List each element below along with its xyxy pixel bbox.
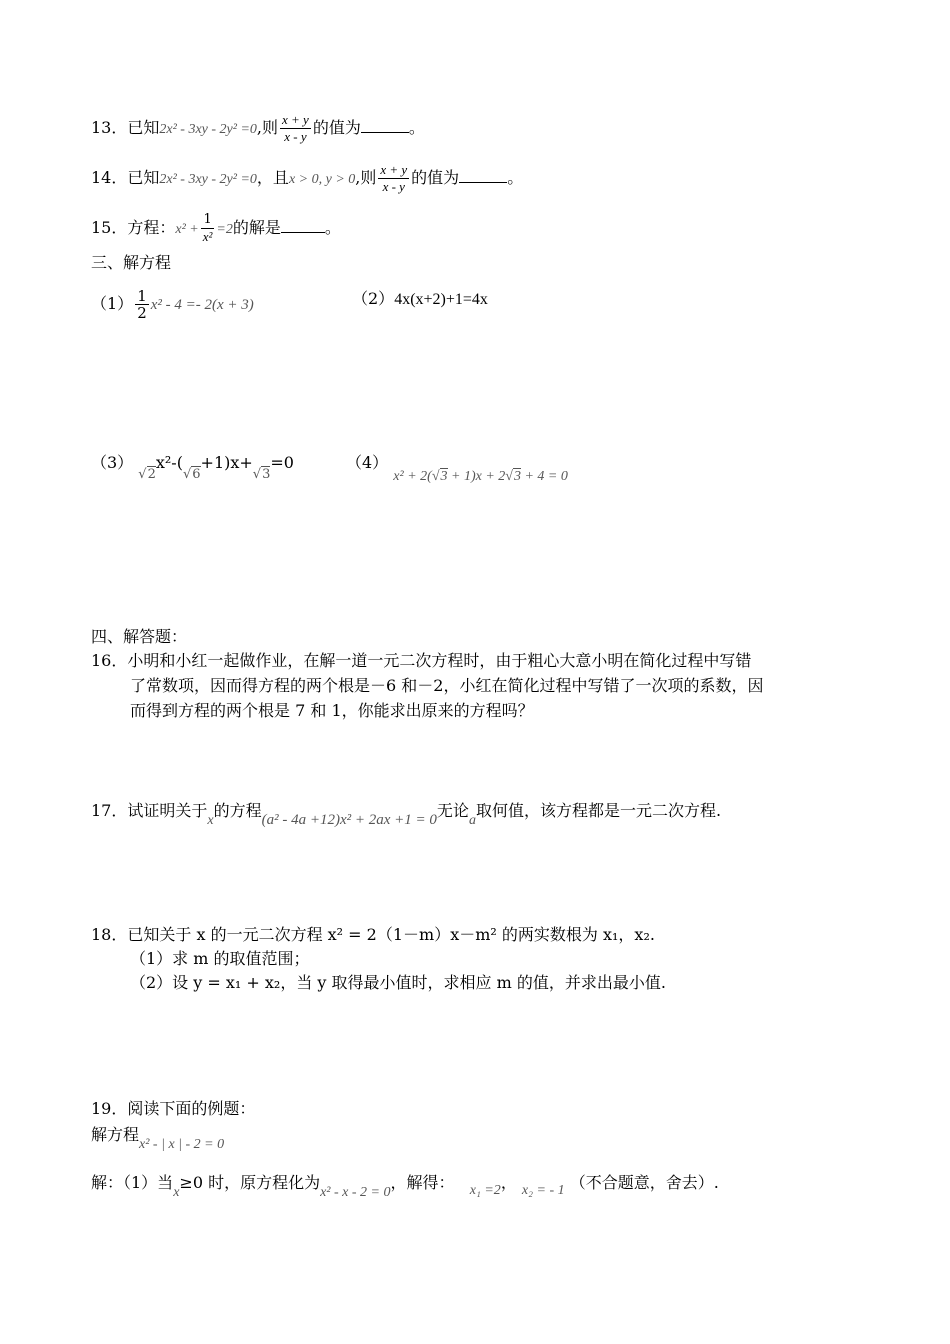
sqrt-term: √2: [138, 467, 156, 482]
denominator: x²: [202, 229, 213, 244]
text: ，解得：: [390, 1173, 455, 1192]
variable: x: [207, 813, 214, 828]
equation: x² - x - 2 = 0: [320, 1185, 391, 1200]
question-19: [91, 1098, 255, 1120]
radicand: 3: [513, 469, 521, 484]
problem-label: （4）: [346, 453, 389, 472]
text: 。: [324, 218, 341, 237]
radicand: 3: [262, 467, 271, 482]
question-number: 19．: [91, 1099, 128, 1118]
problem-1: [91, 288, 254, 321]
problem-2: [352, 288, 488, 311]
equation: 2x² - 3xy - 2y² =0: [159, 122, 257, 137]
variable: x: [173, 1185, 180, 1200]
condition: x > 0, y > 0: [288, 172, 356, 187]
text: ,则: [355, 168, 377, 187]
radicand: 2: [147, 467, 156, 482]
fraction: [201, 212, 215, 245]
problem-label: （2）: [352, 289, 395, 308]
equation-part: + 4 = 0: [520, 469, 568, 484]
numerator: x + y: [282, 112, 309, 127]
equation-part: +1)x+: [200, 453, 253, 472]
text: 试证明关于: [127, 801, 208, 820]
equation-part: x²-(: [155, 453, 183, 472]
problem-4: [346, 452, 568, 484]
sqrt-term: √6: [182, 467, 201, 482]
radicand: 3: [440, 469, 448, 484]
problem-3: [91, 452, 294, 482]
answer-blank[interactable]: [361, 118, 409, 133]
question-number: 16．: [91, 651, 128, 670]
text-line: 小明和小红一起做作业，在解一道一元二次方程时，由于粗心大意小明在简化过程中写错: [127, 651, 752, 670]
numerator: 1: [137, 287, 147, 305]
equation-part: x² +: [175, 222, 199, 237]
text: 无论: [436, 801, 469, 820]
denominator: 2: [137, 304, 147, 322]
answer-blank[interactable]: [281, 218, 325, 233]
problem-label: （1）: [91, 294, 134, 313]
root-2: x₂ = - 1: [521, 1183, 565, 1198]
question-18-part-1: （1）求 m 的取值范围；: [130, 949, 310, 968]
text: 方程：: [127, 218, 176, 237]
equation-part: + 1)x + 2: [447, 469, 506, 484]
text-line: 已知关于 x 的一元二次方程 x² = 2（1－m）x－m² 的两实数根为 x₁，x₂.: [127, 925, 655, 944]
question-18-part-2: （2）设 y = x₁ + x₂，当 y 取得最小值时，求相应 m 的值，并求出最小值.: [130, 973, 666, 992]
question-16: [91, 650, 751, 672]
text: 的解是: [232, 218, 281, 237]
question-number: 17．: [91, 801, 128, 820]
equation: (a² - 4a +12)x² + 2ax +1 = 0: [261, 812, 437, 828]
root-1: x₁ =2: [469, 1183, 501, 1198]
text: 的值为: [312, 118, 361, 137]
text: 已知: [127, 168, 160, 187]
radicand: 6: [192, 467, 201, 482]
question-number: 18．: [91, 925, 128, 944]
equation-part: =0: [270, 453, 294, 472]
answer-blank[interactable]: [459, 168, 507, 183]
text: ，且: [256, 168, 289, 187]
question-number: 14．: [91, 168, 128, 187]
fraction: [378, 162, 409, 195]
section-heading: 四、解答题：: [91, 627, 188, 646]
equation-part: =2: [216, 222, 233, 237]
text: ≥0 时，原方程化为: [179, 1173, 321, 1192]
question-13: [91, 112, 425, 145]
question-15: [91, 212, 341, 245]
question-number: 13．: [91, 118, 128, 137]
question-number: 15．: [91, 218, 128, 237]
text: 取何值，该方程都是一元二次方程.: [475, 801, 722, 820]
equation: 2x² - 3xy - 2y² =0: [159, 172, 257, 187]
numerator: 1: [201, 212, 215, 229]
numerator: x + y: [380, 162, 408, 177]
text: 阅读下面的例题：: [127, 1099, 256, 1118]
section-heading: 三、解方程: [91, 253, 172, 272]
denominator: x - y: [284, 129, 307, 144]
problem-label: （3）: [91, 453, 134, 472]
denominator: x - y: [382, 179, 405, 194]
text: 解：（1）当: [91, 1173, 174, 1192]
text: 的值为: [411, 168, 460, 187]
question-19-solution: [91, 1172, 719, 1200]
variable: a: [468, 813, 476, 828]
equation: x² - 4 =- 2(x + 3): [150, 297, 254, 313]
text: ,则: [256, 118, 279, 137]
text: 的方程: [213, 801, 262, 820]
sqrt-term: √3: [252, 467, 271, 482]
text: ，: [500, 1173, 517, 1192]
equation: x² + 2(√3 + 1)x + 2√3 + 4 = 0: [393, 469, 568, 484]
fraction: [280, 112, 311, 145]
question-16-line-3: 而得到方程的两个根是 7 和 1，你能求出原来的方程吗？: [130, 701, 534, 720]
question-17: [91, 800, 722, 828]
text: 已知: [127, 118, 160, 137]
text: （不合题意，舍去）.: [569, 1173, 719, 1192]
question-16-line-2: 了常数项，因而得方程的两个根是－6 和－2，小红在简化过程中写错了一次项的系数，因: [130, 676, 764, 695]
equation-part: x² + 2(: [393, 469, 432, 484]
question-14: [91, 162, 523, 195]
text: 。: [408, 118, 425, 137]
question-19-equation-line: [91, 1124, 225, 1152]
text: 。: [507, 168, 524, 187]
text: 解方程: [91, 1125, 140, 1144]
equation: 4x(x+2)+1=4x: [394, 291, 488, 308]
question-18: [91, 924, 655, 946]
fraction: [135, 288, 149, 321]
equation: x² - | x | - 2 = 0: [139, 1137, 225, 1152]
